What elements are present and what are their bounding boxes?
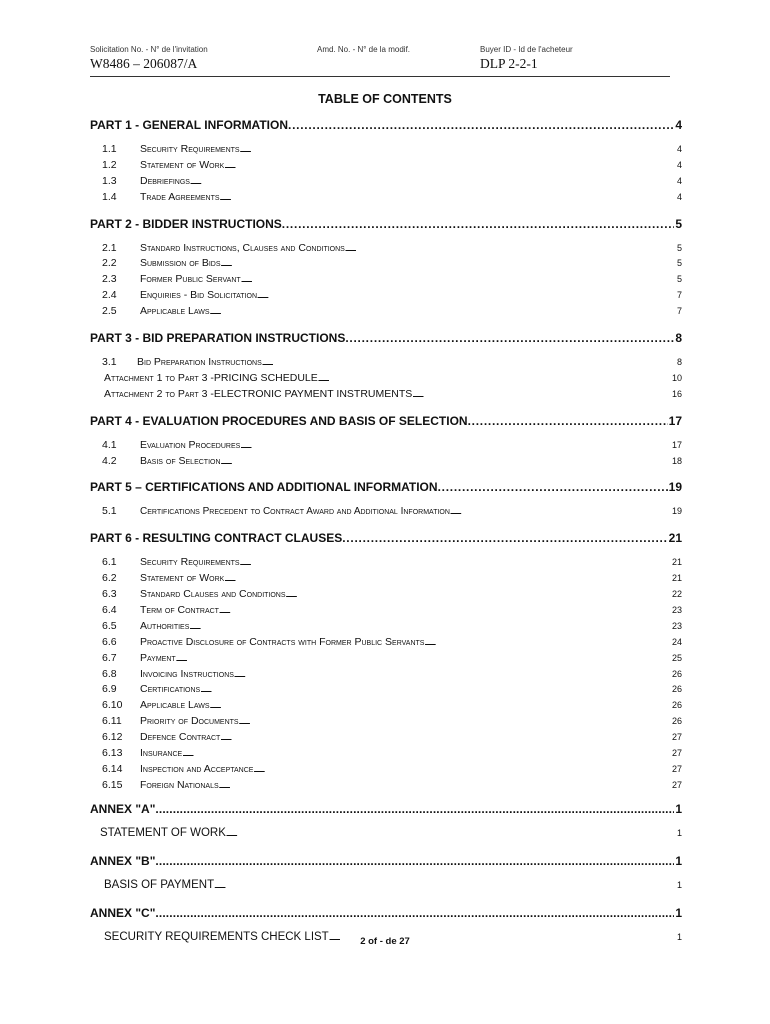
toc-page-number: 21 (671, 573, 682, 584)
toc-part-1[interactable] (90, 114, 682, 136)
toc-item-number: 4.2 (102, 454, 117, 467)
dot-leader (262, 355, 676, 371)
toc-item-title: Certifications Precedent to Contract Award and Additional Information (140, 506, 450, 518)
toc-page-number: 10 (671, 372, 682, 383)
toc-item[interactable] (90, 288, 682, 304)
dot-leader (342, 527, 667, 549)
toc-item-number: 6.2 (102, 572, 117, 585)
toc-annex-a[interactable] (90, 798, 682, 820)
toc-item-title: Standard Instructions, Clauses and Conditions (140, 241, 345, 254)
toc-item-number: 6.5 (102, 619, 117, 632)
toc-item-title: Payment (140, 651, 176, 664)
toc-item[interactable] (90, 698, 682, 714)
toc-part-title: PART 2 - BIDDER INSTRUCTIONS (90, 216, 282, 231)
dot-leader (219, 778, 671, 794)
toc-item-number: 6.15 (102, 778, 123, 791)
toc-item-title: Security Requirements (140, 556, 240, 569)
dot-leader (240, 438, 671, 454)
toc-part-5[interactable] (90, 476, 682, 498)
dot-leader (224, 158, 676, 174)
toc-item-number: 1.3 (102, 174, 117, 187)
dot-leader (190, 174, 676, 190)
dot-leader (282, 213, 675, 235)
toc-item[interactable] (90, 438, 682, 454)
toc-annex-b[interactable] (90, 850, 682, 872)
toc-annex-item-title: SECURITY REQUIREMENTS CHECK LIST (104, 930, 329, 943)
toc-item[interactable] (90, 190, 682, 206)
toc-page-number: 17 (668, 413, 682, 428)
toc-attachment-prefix: Attachment 1 to Part 3 - (104, 371, 214, 384)
dot-leader (240, 555, 671, 571)
toc-item-number: 6.11 (102, 715, 122, 728)
dot-leader (468, 410, 668, 432)
dot-leader (226, 820, 676, 847)
toc-item[interactable] (90, 682, 682, 698)
toc-item-number: 6.4 (102, 604, 117, 617)
toc-annex-item[interactable] (90, 820, 682, 846)
dot-leader (345, 327, 674, 349)
toc-item[interactable] (90, 667, 682, 683)
buyer-id: DLP 2-2-1 (480, 56, 538, 71)
toc-page-number: 26 (671, 684, 682, 695)
solicitation-number: W8486 – 206087/A (90, 56, 198, 71)
toc-item-title: Term of Contract (140, 604, 219, 617)
dot-leader (286, 587, 671, 603)
toc-page-number: 5 (676, 258, 682, 269)
toc-page-number: 19 (671, 506, 682, 517)
toc-annex-title: ANNEX "B" (90, 853, 156, 868)
toc-title: TABLE OF CONTENTS (318, 92, 452, 106)
dot-leader (221, 454, 671, 470)
toc-page-number: 23 (671, 605, 682, 616)
toc-item-number: 6.8 (102, 667, 117, 680)
toc-annex-title: ANNEX "A" (90, 801, 156, 816)
toc-item-number: 2.2 (102, 257, 117, 270)
toc-item-title: Statement of Work (140, 158, 225, 171)
toc-item-number: 6.1 (102, 556, 117, 569)
dot-leader (210, 698, 671, 714)
toc-page-number: 4 (676, 159, 682, 170)
dot-leader (241, 272, 676, 288)
toc-page-number: 21 (668, 531, 682, 546)
dot-leader (220, 730, 671, 746)
toc-page-number: 1 (675, 801, 682, 816)
toc-item-number: 2.5 (102, 305, 117, 318)
toc-item[interactable] (90, 504, 682, 520)
page-footer: 2 of - de 27 (360, 936, 410, 947)
toc-item-number: 6.3 (102, 588, 117, 601)
toc-part-title: PART 3 - BID PREPARATION INSTRUCTIONS (90, 331, 346, 346)
toc-item-title: Trade Agreements (140, 190, 220, 203)
toc-item-number: 6.9 (102, 683, 117, 696)
toc-page-number: 19 (668, 480, 682, 495)
toc-item[interactable] (90, 555, 682, 571)
toc-page-number: 23 (671, 620, 682, 631)
toc-page-number: 7 (676, 306, 682, 317)
toc-part-title: PART 6 - RESULTING CONTRACT CLAUSES (90, 531, 343, 546)
toc-page-number: 1 (676, 827, 682, 838)
toc-item-title: Defence Contract (140, 731, 221, 744)
toc-annex-title: ANNEX "C" (90, 905, 156, 920)
dot-leader (234, 667, 671, 683)
toc-item[interactable] (90, 635, 682, 651)
dot-leader (210, 304, 676, 320)
dot-leader (155, 902, 674, 924)
toc-attachment[interactable] (90, 387, 682, 403)
toc-item-title: Security Requirements (140, 143, 240, 155)
toc-page-number: 4 (676, 175, 682, 186)
toc-item[interactable] (90, 454, 682, 470)
toc-page-number: 21 (671, 557, 682, 568)
toc-item-title: Bid Preparation Instructions (137, 356, 262, 369)
dot-leader (176, 651, 671, 667)
toc-item-number: 6.14 (102, 762, 123, 775)
toc-annex-item[interactable] (90, 872, 682, 898)
toc-item-number: 1.2 (102, 158, 117, 171)
dot-leader (257, 288, 676, 304)
toc-page-number: 18 (671, 455, 682, 466)
toc-item[interactable] (90, 762, 682, 778)
dot-leader (240, 142, 676, 158)
toc-attachment-title: ELECTRONIC PAYMENT INSTRUMENTS (213, 387, 413, 400)
toc-item-title: Invoicing Instructions (140, 667, 234, 680)
dot-leader (219, 603, 671, 619)
toc-item[interactable] (90, 730, 682, 746)
toc-item-title: Applicable Laws (140, 699, 210, 712)
toc-item-number: 1.1 (102, 143, 117, 155)
toc-item-title: Proactive Disclosure of Contracts with Former Public Servants (140, 635, 425, 648)
toc-item-title: Submission of Bids (140, 257, 221, 270)
table-of-contents (90, 113, 682, 950)
toc-page-number: 26 (671, 668, 682, 679)
dot-leader (318, 371, 671, 387)
dot-leader (189, 619, 671, 635)
toc-item-title: Debriefings (140, 174, 190, 187)
toc-item[interactable] (90, 256, 682, 272)
toc-page-number: 1 (676, 931, 682, 942)
dot-leader (450, 504, 671, 520)
dot-leader (288, 114, 674, 136)
toc-annex-item-title: BASIS OF PAYMENT (104, 878, 215, 891)
toc-page-number: 16 (671, 388, 682, 399)
toc-item[interactable] (90, 241, 682, 257)
dot-leader (220, 190, 676, 206)
dot-leader (155, 798, 674, 820)
toc-page-number: 4 (675, 118, 682, 132)
toc-attachment[interactable] (90, 371, 682, 387)
toc-item[interactable] (90, 603, 682, 619)
toc-item-number: 5.1 (102, 505, 117, 518)
toc-item-number: 1.4 (102, 190, 117, 203)
toc-part-4[interactable] (90, 410, 682, 432)
toc-item-number: 4.1 (102, 438, 117, 451)
toc-item-title: Insurance (140, 747, 183, 760)
dot-leader (155, 850, 674, 872)
dot-leader (200, 682, 671, 698)
toc-part-2[interactable] (90, 213, 682, 235)
toc-page-number: 4 (676, 191, 682, 202)
dot-leader (221, 256, 676, 272)
toc-page-number: 26 (671, 700, 682, 711)
toc-page-number: 27 (671, 732, 682, 743)
toc-page-number: 25 (671, 652, 682, 663)
solicitation-label: Solicitation No. - N° de l'invitation (90, 45, 208, 54)
toc-item-title: Authorities (140, 619, 190, 632)
toc-item[interactable] (90, 158, 682, 174)
dot-leader (438, 476, 668, 498)
dot-leader (214, 872, 676, 899)
toc-item-title: Inspection and Acceptance (140, 762, 254, 775)
toc-item-title: Applicable Laws (140, 305, 210, 318)
toc-item-number: 6.7 (102, 651, 117, 664)
toc-part-6[interactable] (90, 527, 682, 549)
toc-item-title: Priority of Documents (140, 715, 239, 728)
toc-attachment-title: PRICING SCHEDULE (213, 371, 318, 384)
toc-page-number: 5 (676, 274, 682, 285)
dot-leader (412, 387, 671, 403)
dot-leader (424, 635, 671, 651)
toc-item[interactable] (90, 714, 682, 730)
toc-item-number: 2.1 (102, 241, 117, 254)
toc-attachment-prefix: Attachment 2 to Part 3 - (104, 387, 214, 400)
toc-part-title: PART 4 - EVALUATION PROCEDURES AND BASIS OF SELECTION (90, 413, 468, 428)
amendment-label: Amd. No. - N° de la modif. (317, 45, 411, 54)
toc-item-number: 6.12 (102, 731, 123, 744)
toc-page-number: 7 (676, 290, 682, 301)
toc-item-number: 6.13 (102, 747, 123, 760)
toc-item-title: Basis of Selection (140, 454, 221, 467)
toc-item[interactable] (90, 304, 682, 320)
toc-item[interactable] (90, 355, 682, 371)
toc-page-number: 27 (671, 763, 682, 774)
toc-item-title: Statement of Work (140, 572, 225, 585)
toc-item[interactable] (90, 174, 682, 190)
toc-item-number: 2.3 (102, 273, 117, 286)
toc-item[interactable] (90, 651, 682, 667)
toc-item-number: 6.6 (102, 635, 117, 648)
buyer-id-label: Buyer ID - Id de l'acheteur (480, 45, 573, 54)
toc-page-number: 22 (671, 589, 682, 600)
toc-page-number: 8 (676, 357, 682, 368)
dot-leader (224, 571, 671, 587)
toc-page-number: 8 (675, 331, 682, 346)
toc-item[interactable] (90, 746, 682, 762)
dot-leader (253, 762, 671, 778)
toc-page-number: 5 (676, 242, 682, 253)
toc-item-number: 2.4 (102, 289, 117, 302)
toc-part-3[interactable] (90, 327, 682, 349)
dot-leader (345, 241, 676, 257)
toc-item[interactable] (90, 587, 682, 603)
toc-page-number: 1 (675, 905, 682, 920)
toc-page-number: 24 (671, 636, 682, 647)
header-divider (90, 76, 670, 77)
toc-page-number: 5 (675, 216, 682, 231)
toc-page-number: 1 (676, 879, 682, 890)
toc-annex-c[interactable] (90, 902, 682, 924)
toc-page-number: 4 (676, 144, 682, 154)
toc-page-number: 27 (671, 748, 682, 759)
toc-part-title: PART 1 - GENERAL INFORMATION (90, 118, 288, 132)
toc-item[interactable] (90, 619, 682, 635)
toc-item[interactable] (90, 571, 682, 587)
toc-item-title: Evaluation Procedures (140, 438, 241, 451)
toc-annex-item-title: STATEMENT OF WORK (100, 826, 226, 839)
toc-item[interactable] (90, 778, 682, 794)
toc-item-title: Former Public Servant (140, 273, 241, 286)
dot-leader (239, 714, 671, 730)
toc-item-title: Foreign Nationals (140, 778, 219, 791)
toc-page-number: 27 (671, 779, 682, 790)
toc-item-title: Standard Clauses and Conditions (140, 588, 286, 601)
toc-item-title: Certifications (140, 683, 201, 696)
toc-item-number: 6.10 (102, 699, 123, 712)
toc-page-number: 1 (675, 853, 682, 868)
toc-item-title: Enquiries - Bid Solicitation (140, 289, 258, 302)
toc-item[interactable] (90, 142, 682, 158)
toc-item[interactable] (90, 272, 682, 288)
toc-part-title: PART 5 – CERTIFICATIONS AND ADDITIONAL INFORMATION (90, 480, 438, 495)
toc-page-number: 17 (671, 439, 682, 450)
toc-item-number: 3.1 (102, 356, 117, 369)
dot-leader (182, 746, 671, 762)
toc-page-number: 26 (671, 716, 682, 727)
